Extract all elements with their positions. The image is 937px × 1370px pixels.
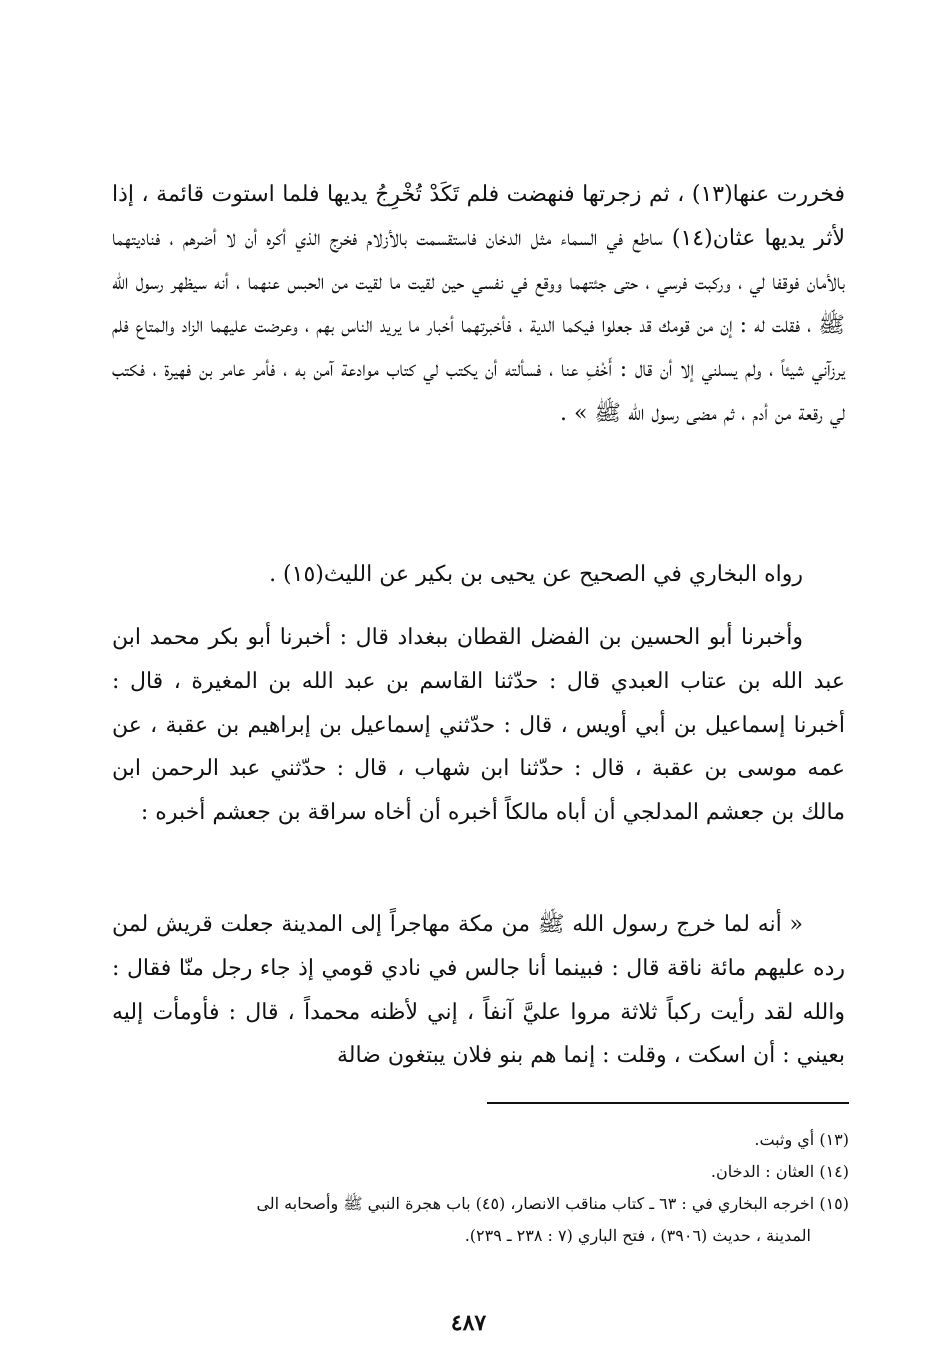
footnote-13: (١٣) أي وثبت. xyxy=(754,1130,849,1149)
paragraph-narration: فخررت عنها(١٣) ، ثم زجرتها فنهضت فلم تَكَدْ تُخْرِجُ يديها فلما استوت قائمة ، إذا لأثر يديها عثان(١٤) ساطع في السماء مثل الدخان فاستقسمت بالأزلام فخرج الذي أكره أن لا أضرهم ، فناديتهما بالأمان فوقفا لي ، وركبت فرسي ، حتى جئتهما ووقع في نفسي حين لقيت ما لقيت من الحبس عنهما ، أنه سيظهر رسول الله ﷺ ، فقلت له : إن من قومك قد جعلوا فيكما الدية ، فأخبرتهما أخبار ما يريد الناس بهم ، وعرضت عليهما الزاد والمتاع فلم يرزآني شيئاً ، ولم يسلني إلا أن قال : أَخْفِ عنا ، فسألته أن يكتب لي كتاب موادعة آمن به ، فأمر عامر بن فهيرة ، فكتب لي رقعة من أدم ، ثم مضى رسول الله ﷺ » . xyxy=(112,182,845,426)
paragraph-isnad: وأخبرنا أبو الحسين بن الفضل القطان ببغداد قال : أخبرنا أبو بكر محمد ابن عبد الله بن عتاب العبدي قال : حدّثنا القاسم بن عبد الله بن المغيرة ، قال : أخبرنا إسماعيل بن أبي أويس ، قال : حدّثني إسماعيل بن إبراهيم بن عقبة ، عن عمه موسى بن عقبة ، قال : حدّثنا ابن شهاب ، قال : حدّثني عبد الرحمن ابن مالك بن جعشم المدلجي أن أباه مالكاً أخبره أن أخاه سراقة بن جعشم أخبره : xyxy=(112,625,845,826)
paragraph-hadith: « أنه لما خرج رسول الله ﷺ من مكة مهاجراً إلى المدينة جعلت قريش لمن رده عليهم مائة ناقة قال : فبينما أنا جالس في نادي قومي إذ جاء رجل منّا فقال : والله لقد رأيت ركباً ثلاثة مروا عليَّ آنفاً ، إني لأظنه محمداً ، قال : فأومأت إليه بعيني : أن اسكت ، وقلت : إنما هم بنو فلان يبتغون ضالة xyxy=(112,912,845,1069)
footnote-separator xyxy=(487,1102,849,1104)
footnote-14: (١٤) العثان : الدخان. xyxy=(710,1162,849,1181)
footnote-15-line-2: المدينة ، حديث (٣٩٠٦) ، فتح الباري (٧ : ٢٣٨ ـ ٢٣٩). xyxy=(464,1226,811,1245)
main-text-block xyxy=(112,616,845,835)
page-number: ٤٨٧ xyxy=(450,1310,487,1336)
footnote-15 xyxy=(112,1188,849,1252)
main-text-block xyxy=(112,173,845,436)
main-text-block xyxy=(112,903,845,1078)
footnote-15-line-1: (١٥) اخرجه البخاري في : ٦٣ ـ كتاب مناقب الانصار، (٤٥) باب هجرة النبي ﷺ وأصحابه الى xyxy=(256,1194,849,1213)
main-text-block xyxy=(112,553,845,597)
footnotes-section xyxy=(112,1124,849,1252)
paragraph-attribution: رواه البخاري في الصحيح عن يحيى بن بكير عن الليث(١٥) . xyxy=(269,562,803,587)
